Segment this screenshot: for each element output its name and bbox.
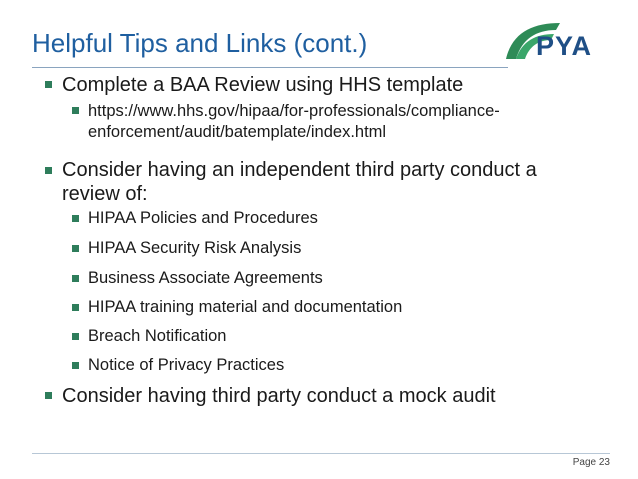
- logo-text: PYA: [536, 31, 593, 61]
- bullet-marker: [72, 333, 79, 340]
- bullet-item: Consider having an independent third party conduct a review of:: [62, 159, 537, 205]
- bullet-marker: [72, 362, 79, 369]
- bullet-item: HIPAA Policies and Procedures: [88, 209, 318, 227]
- bullet-marker: [45, 81, 52, 88]
- bullet-marker: [72, 275, 79, 282]
- bullet-item: HIPAA Security Risk Analysis: [88, 239, 302, 257]
- bullet-item: Business Associate Agreements: [88, 269, 323, 287]
- bullet-marker: [72, 245, 79, 252]
- page-number: Page 23: [572, 457, 610, 468]
- title-divider: [32, 67, 508, 68]
- hhs-template-link[interactable]: https://www.hhs.gov/hipaa/for-professionals/compliance-enforcement/audit/batemplate/index.html: [88, 102, 500, 141]
- bullet-marker: [45, 167, 52, 174]
- slide-title: Helpful Tips and Links (cont.): [32, 28, 368, 58]
- bullet-marker: [72, 107, 79, 114]
- bullet-item: Complete a BAA Review using HHS template: [62, 74, 464, 96]
- bullet-marker: [45, 392, 52, 399]
- bullet-item: Notice of Privacy Practices: [88, 356, 285, 374]
- bullet-item: HIPAA training material and documentation: [88, 298, 403, 316]
- footer-divider: [32, 453, 610, 454]
- bullet-marker: [72, 215, 79, 222]
- bullet-item: Breach Notification: [88, 327, 227, 345]
- bullet-marker: [72, 304, 79, 311]
- bullet-item: Consider having third party conduct a mock audit: [62, 385, 496, 407]
